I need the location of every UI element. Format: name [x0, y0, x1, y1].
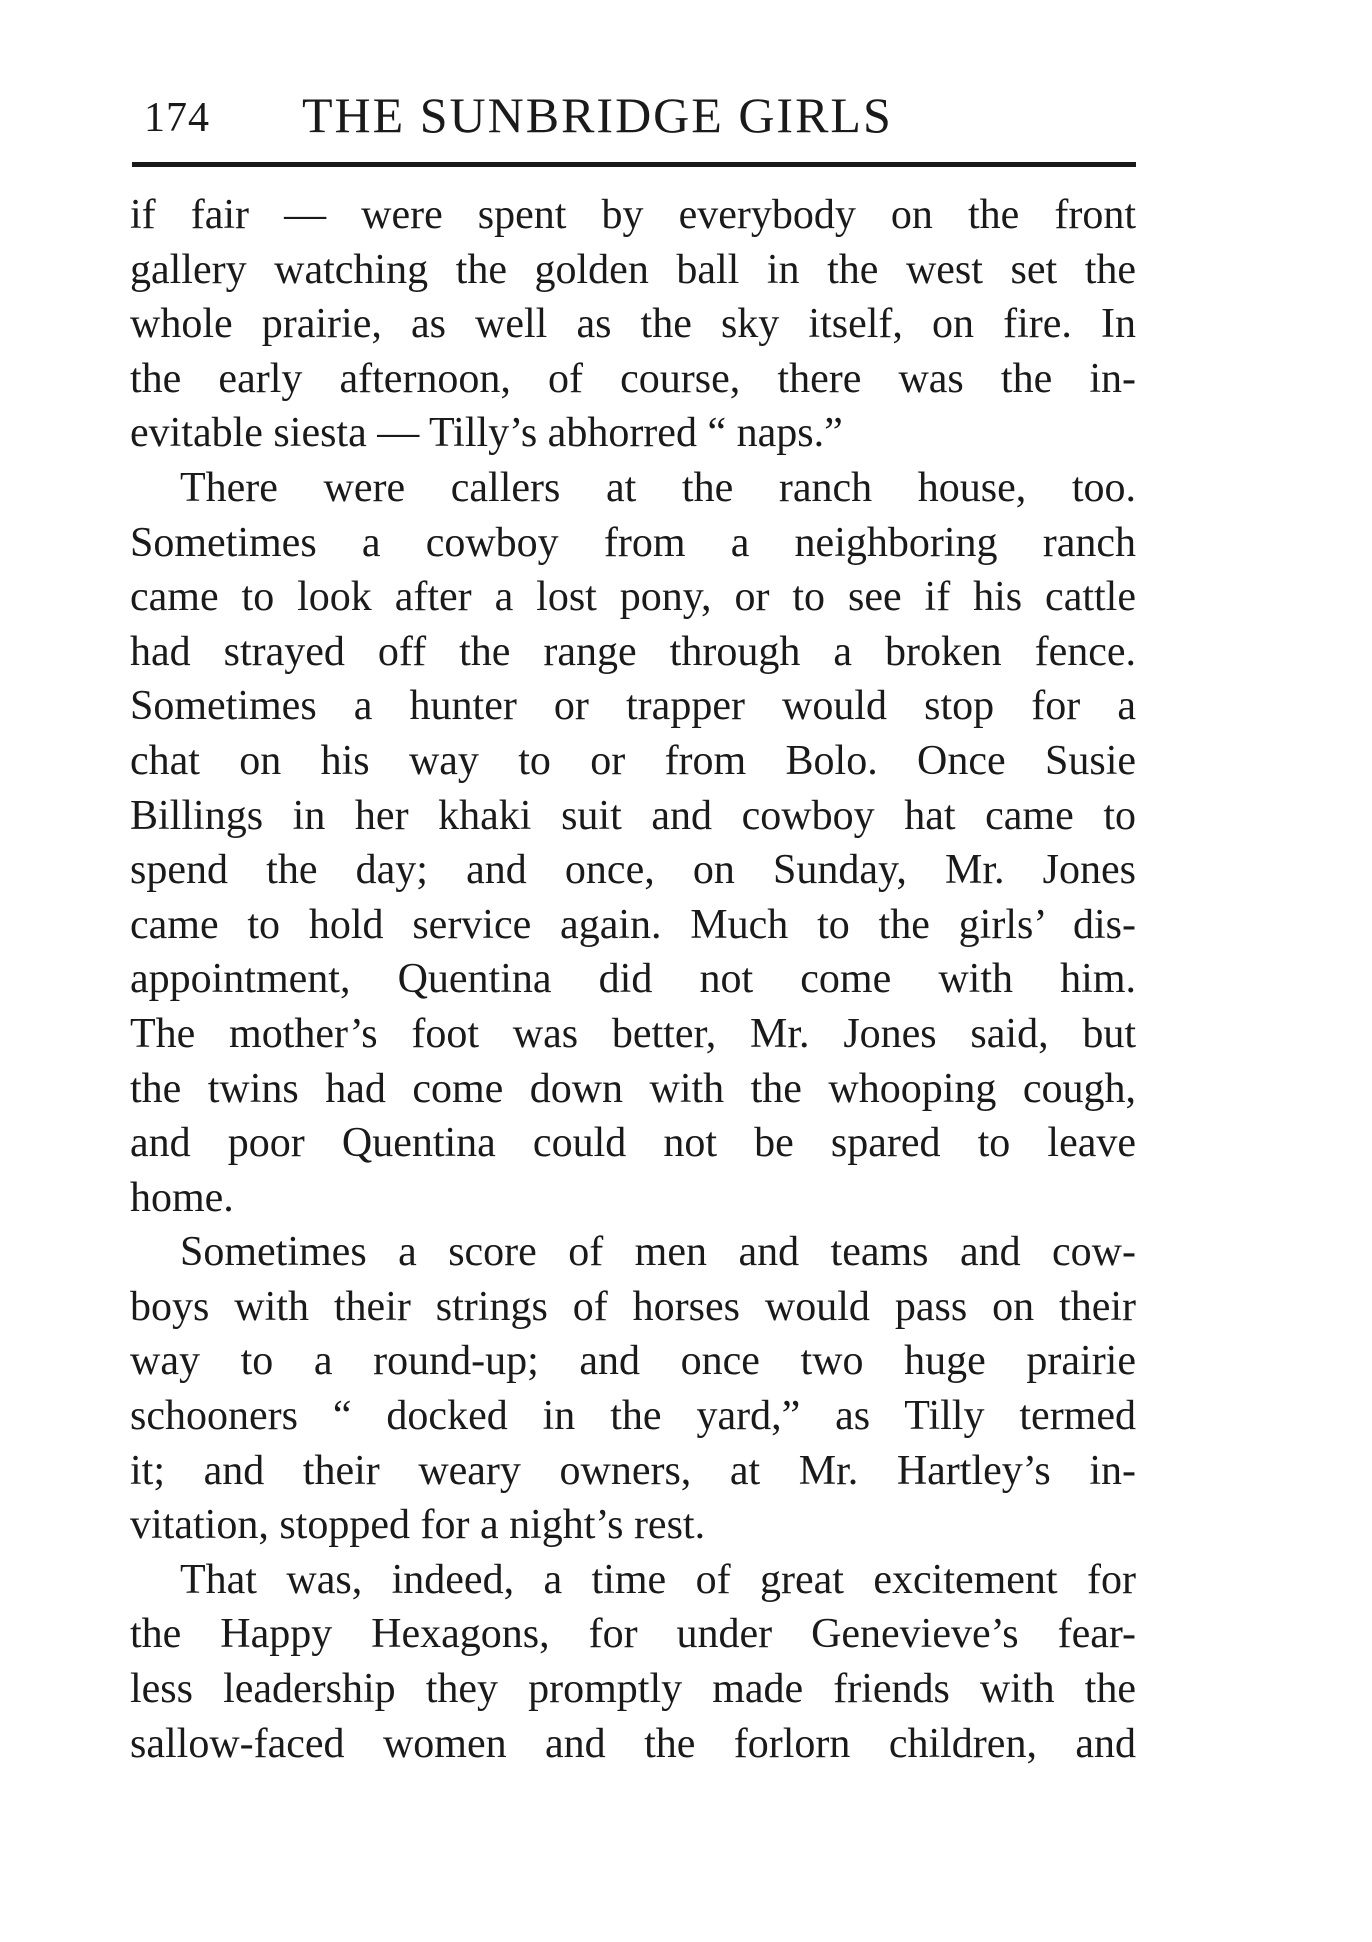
text-line: appointment, Quentina did not come with him.	[130, 956, 1136, 1003]
text-line: gallery watching the golden ball in the west set the	[130, 246, 1136, 293]
text-line: had strayed off the range through a broken fence.	[130, 628, 1136, 675]
text-line: home.	[130, 1174, 234, 1221]
text-line: That was, indeed, a time of great excitement for	[180, 1556, 1136, 1603]
text-line: Sometimes a cowboy from a neighboring ranch	[130, 519, 1136, 566]
text-line: evitable siesta — Tilly’s abhorred “ naps.”	[130, 410, 843, 457]
text-line: the early afternoon, of course, there was the in-	[130, 355, 1136, 402]
text-line: and poor Quentina could not be spared to leave	[130, 1120, 1136, 1167]
body-text	[130, 188, 1136, 1771]
text-line: came to hold service again. Much to the girls’ dis-	[130, 901, 1136, 948]
running-head	[132, 86, 1136, 156]
text-line: The mother’s foot was better, Mr. Jones said, but	[130, 1010, 1136, 1057]
text-line: the Happy Hexagons, for under Genevieve’s fear-	[130, 1611, 1136, 1658]
text-line: boys with their strings of horses would pass on their	[130, 1283, 1136, 1330]
header-rule	[132, 162, 1136, 167]
page-number: 174	[144, 95, 210, 141]
text-line: less leadership they promptly made friends with the	[130, 1666, 1136, 1713]
text-line: the twins had come down with the whooping cough,	[130, 1065, 1136, 1112]
text-line: Sometimes a score of men and teams and cow-	[180, 1229, 1136, 1276]
text-line: sallow-faced women and the forlorn children, and	[130, 1720, 1136, 1767]
text-line: schooners “ docked in the yard,” as Tilly termed	[130, 1393, 1136, 1440]
text-line: chat on his way to or from Bolo. Once Susie	[130, 737, 1136, 784]
text-line: There were callers at the ranch house, too.	[180, 464, 1136, 511]
text-line: whole prairie, as well as the sky itself, on fire. In	[130, 301, 1136, 348]
text-line: way to a round-up; and once two huge prairie	[130, 1338, 1136, 1385]
text-line: came to look after a lost pony, or to see if his cattle	[130, 574, 1136, 621]
text-line: if fair — were spent by everybody on the front	[130, 192, 1136, 238]
text-line: vitation, stopped for a night’s rest.	[130, 1502, 706, 1549]
text-line: it; and their weary owners, at Mr. Hartley’s in-	[130, 1447, 1136, 1494]
running-title: THE SUNBRIDGE GIRLS	[302, 87, 893, 143]
text-line: Sometimes a hunter or trapper would stop for a	[130, 683, 1136, 730]
text-line: spend the day; and once, on Sunday, Mr. Jones	[130, 847, 1136, 894]
text-line: Billings in her khaki suit and cowboy hat came to	[130, 792, 1136, 839]
